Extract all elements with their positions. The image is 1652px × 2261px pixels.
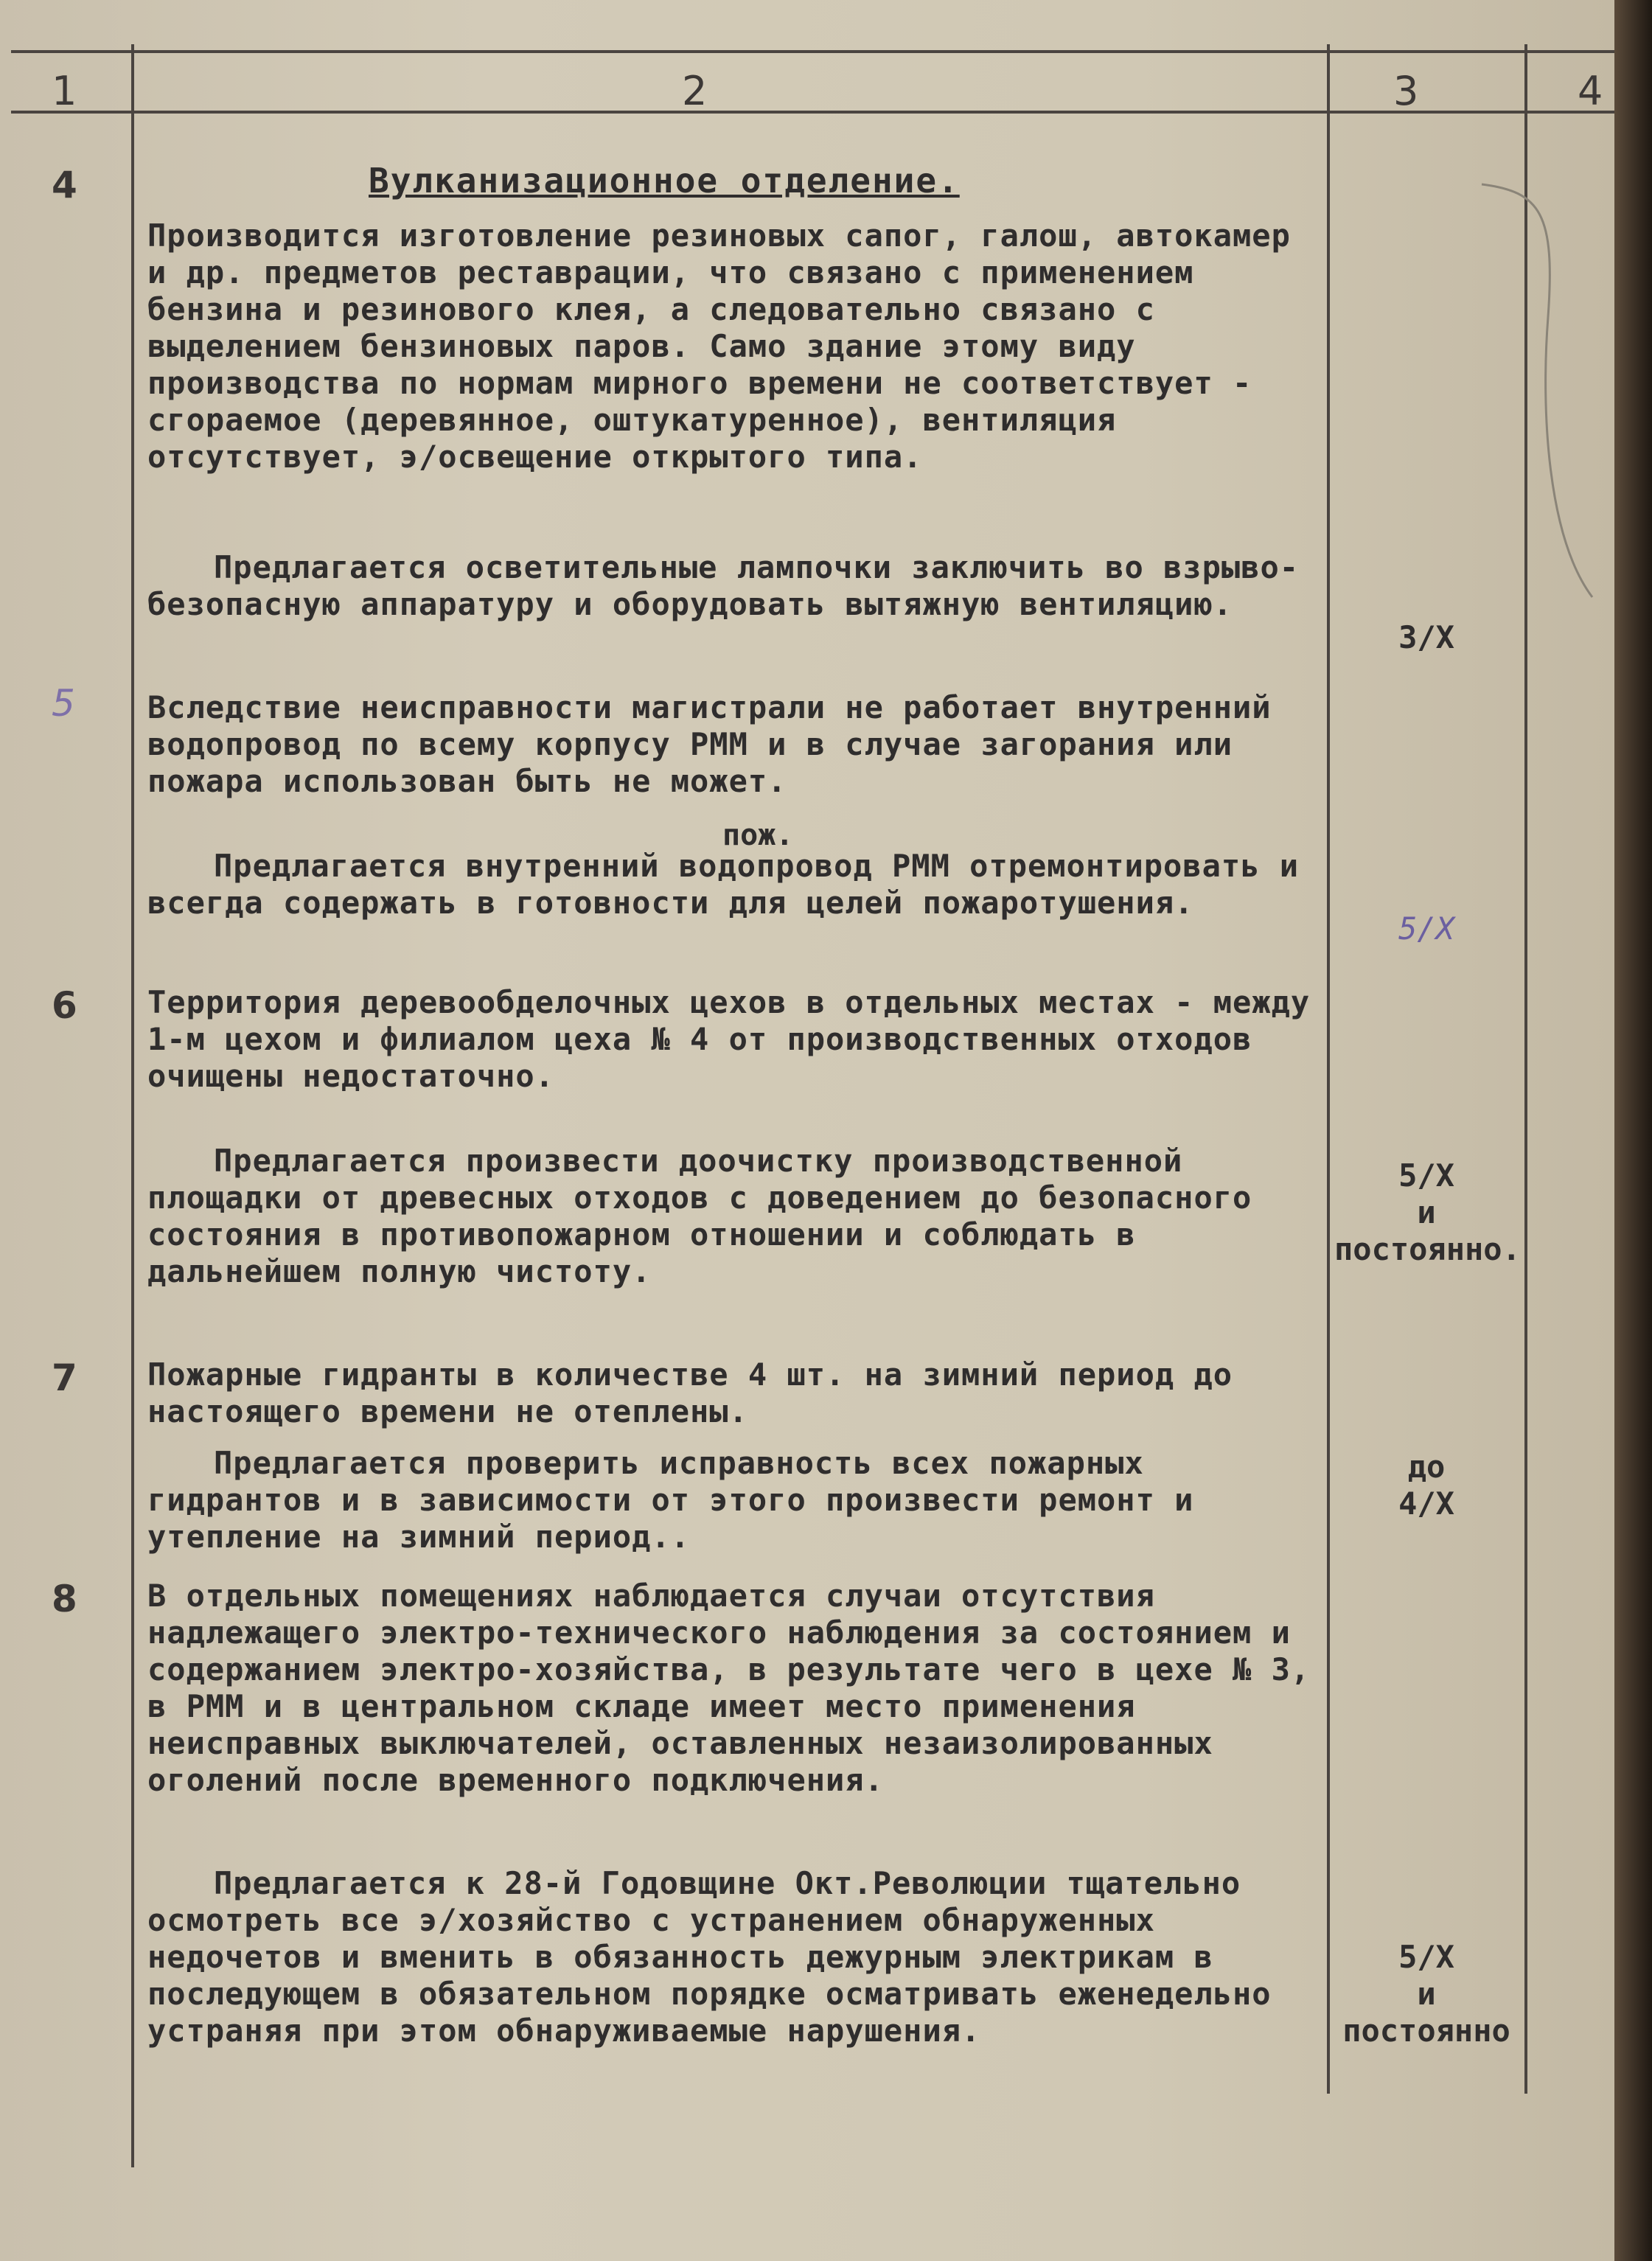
row-description: Производится изготовление резиновых сапог, галош, автокамер и др. предметов реставрации, что связано с применением бензина и резинового клея, а следовательно связано с выделением бензиновых паров. Само здание этому виду производства по нормам мирного времени не соответствует - сгораемое (деревянное, оштукатуренное), вентиляция отсутствует, э/освещение открытого типа. bbox=[147, 217, 1291, 475]
row-term: до 4/Х bbox=[1398, 1449, 1454, 1522]
row-number: 8 bbox=[52, 1578, 77, 1620]
row-description: Вследствие неисправности магистрали не работает внутренний водопровод по всему корпусу РММ и в случае загорания или пожара использован быть не может. bbox=[147, 689, 1272, 799]
column-divider-2 bbox=[1327, 44, 1330, 2094]
row-term: 5/Х и постоянно. bbox=[1334, 1157, 1521, 1267]
row-proposal: Предлагается осветительные лампочки заключить во взрыво-безопасную аппаратуру и оборудовать вытяжную вентиляцию. bbox=[147, 549, 1300, 622]
column-divider-1 bbox=[131, 44, 134, 2167]
row-description: Территория деревообделочных цехов в отдельных местах - между 1-м цехом и филиалом цеха № 4 от производственных отходов очищены недостаточно. bbox=[147, 984, 1311, 1094]
header-col-1: 1 bbox=[52, 68, 77, 114]
row-number: 6 bbox=[52, 984, 77, 1027]
header-col-3: 3 bbox=[1393, 68, 1419, 114]
header-col-4: 4 bbox=[1578, 68, 1603, 114]
row-note: пож. bbox=[722, 818, 794, 852]
section-title: Вулканизационное отделение. bbox=[369, 161, 960, 201]
row-number: 4 bbox=[52, 164, 77, 206]
header-bottom-rule bbox=[11, 111, 1614, 114]
margin-pencil-bracket bbox=[1474, 170, 1614, 612]
row-number: 5 bbox=[52, 682, 75, 725]
page-edge-shadow bbox=[1614, 0, 1652, 2261]
row-term: 5/Х bbox=[1398, 910, 1454, 947]
table-top-rule bbox=[11, 50, 1614, 53]
row-proposal: Предлагается к 28-й Годовщине Окт.Революции тщательно осмотреть все э/хозяйство с устранением обнаруженных недочетов и вменить в обязанность дежурным электрикам в последующем в обязательном порядке осматривать еженедельно устраняя при этом обнаруживаемые нарушения. bbox=[147, 1865, 1272, 2049]
row-proposal: Предлагается произвести доочистку производственной площадки от древесных отходов с доведением до безопасного состояния в противопожарном отношении и соблюдать в дальнейшем полную чистоту. bbox=[147, 1143, 1252, 1289]
row-description: Пожарные гидранты в количестве 4 шт. на зимний период до настоящего времени не отеплены. bbox=[147, 1356, 1233, 1429]
header-col-2: 2 bbox=[682, 68, 708, 114]
row-number: 7 bbox=[52, 1356, 77, 1399]
row-proposal: Предлагается проверить исправность всех пожарных гидрантов и в зависимости от этого произвести ремонт и утепление на зимний период.. bbox=[147, 1445, 1194, 1555]
row-description: В отдельных помещениях наблюдается случаи отсутствия надлежащего электро-технического наблюдения за состоянием и содержанием электро-хозяйства, в результате чего в цехе № 3, в РММ и в центральном складе имеет место применения неисправных выключателей, оставленных незаизолированных оголений после временного подключения. bbox=[147, 1578, 1311, 1798]
row-proposal: Предлагается внутренний водопровод РММ отремонтировать и всегда содержать в готовности для целей пожаротушения. bbox=[147, 848, 1300, 921]
row-term: 5/Х и постоянно bbox=[1342, 1939, 1510, 2049]
row-term: 3/Х bbox=[1398, 619, 1454, 655]
